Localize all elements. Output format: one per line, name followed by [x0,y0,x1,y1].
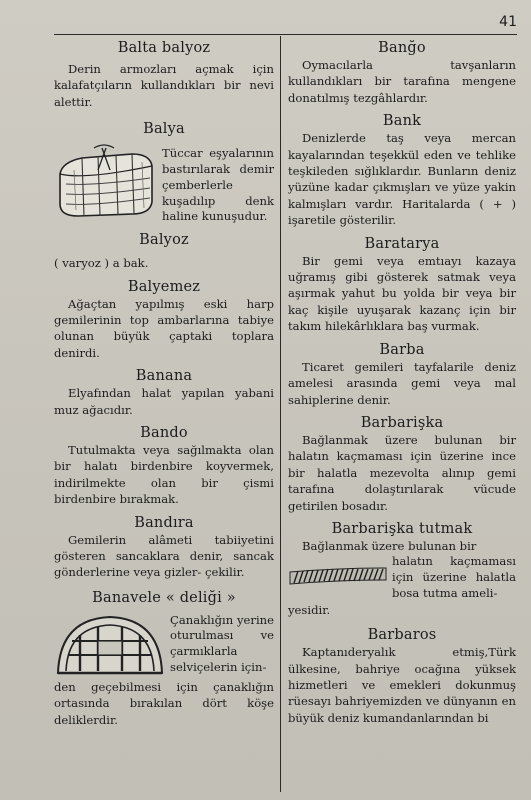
entry-text-bango: Oymacılarla tavşanların kullandıkları bir tarafına mengene donatılmış tezgâhlardır. [288,58,516,105]
rope-seizing-icon [288,554,388,598]
entry-title-balyoz: Balyoz [139,232,189,249]
entry-title-baratarya: Baratarya [364,235,440,252]
entry-title-barbaros: Barbaros [367,627,437,644]
entry-title-bango: Banğo [378,40,426,56]
entry-text-bank: Denizlerde taş veya mercan kayalarından teşekkül eden ve tehlike teşkileden sığlıklardır. Bunların deniz yüzüne kadar çıkmışları ve yüze yakin kalmışları vardır. Haritalarda ( + ) işaretile gösterilir. [288,131,516,228]
left-column [54,39,274,728]
bale-icon [54,140,158,224]
column-divider [280,36,281,792]
entry-text-barbariska-tutmak-side: halatın kaçmaması için üzerine halatla bosa tutma ameli- [392,554,516,600]
lubber-hole-icon [54,613,166,679]
entry-text-bandira: Gemilerin alâmeti tabiiyetini gösteren sancaklara denir, sancak gönderlerine veya gizler- çekilir. [54,532,274,580]
entry-text-balyoz: ( varyoz ) a bak. [54,256,149,271]
entry-text-banavele: den geçebilmesi için çanaklığın ortasında bırakılan dört köşe deliklerdir. [54,679,274,727]
header-rule [54,34,517,35]
entry-text-balyemez: Ağaçtan yapılmış eski harp gemilerinin top ambarlarına tabiye olunan büyük çaptaki toplara denirdi. [54,296,274,360]
entry-text-bando: Tutulmakta veya sağılmakta olan bir halatı birdenbire koyvermek, indirilmekte olan bir çismi birdenbire bırakmak. [54,443,274,507]
entry-title-bank: Bank [382,113,422,130]
entry-text-barbariska-tutmak-first: Bağlanmak üzere bulunan bir [302,538,477,553]
entry-title-barbariska: Barbarişka [360,414,444,431]
entry-title-balyemez: Balyemez [127,278,201,295]
entry-text-barbariska-tutmak: yesidir. [288,602,331,617]
entry-text-barbariska: Bağlanmak üzere bulunan bir halatın kaçmaması için üzerine ince bir halatla mezevolta alınıp gemi tarafına dolaştırılarak vücude getirilen bosadır. [288,432,516,513]
entry-title-bandira: Bandıra [134,514,194,531]
entry-text-banana: Elyafından halat yapılan yabani muz ağacıdır. [54,386,274,417]
entry-title-barbariska-tutmak: Barbarişka tutmak [331,520,473,537]
entry-title-balya: Balya [143,121,185,138]
entry-title-banavele: Banavele « deliği » [92,589,236,606]
entry-text-balya: Tüccar eşyalarının bastırılarak demir çemberlerle kuşadılıp denk haline kunuşudur. [162,146,274,224]
entry-title-balta-balyoz: Balta balyoz [117,40,211,56]
entry-title-barba: Barba [379,341,425,358]
page-number: 41 [499,14,517,30]
entry-title-banana: Banana [135,368,193,385]
entry-title-bando: Bando [140,425,188,442]
entry-text-balta-balyoz: Derin armozları açmak için kalafatçıların kullandıkları bir nevi alettir. [54,62,274,109]
entry-text-barbaros: Kaptanıderyalık etmiş,Türk ülkesine, bahriye ocağına yüksek hizmetleri ve emekleri dokunmuş rüesayı bahriyemizden ve dünyanın en büyük deniz kumandanlarından bi [288,645,516,725]
entry-text-barba: Ticaret gemileri tayfalarile deniz amelesi arasında gemi veya mal sahiplerine denir. [288,359,516,407]
entry-text-baratarya: Bir gemi veya emtıayı kazaya uğramış gibi gösterek satmak veya aşırmak yahut bu yolda bir veya bir kaç kişile uyuşarak kazanç için bir takım hilekârlıklara baş vurmak. [288,253,516,334]
entry-text-banavele-side: Çanaklığın yerine oturulması ve çarmıklarla selviçelerin için- [170,612,274,674]
right-column [288,39,516,726]
